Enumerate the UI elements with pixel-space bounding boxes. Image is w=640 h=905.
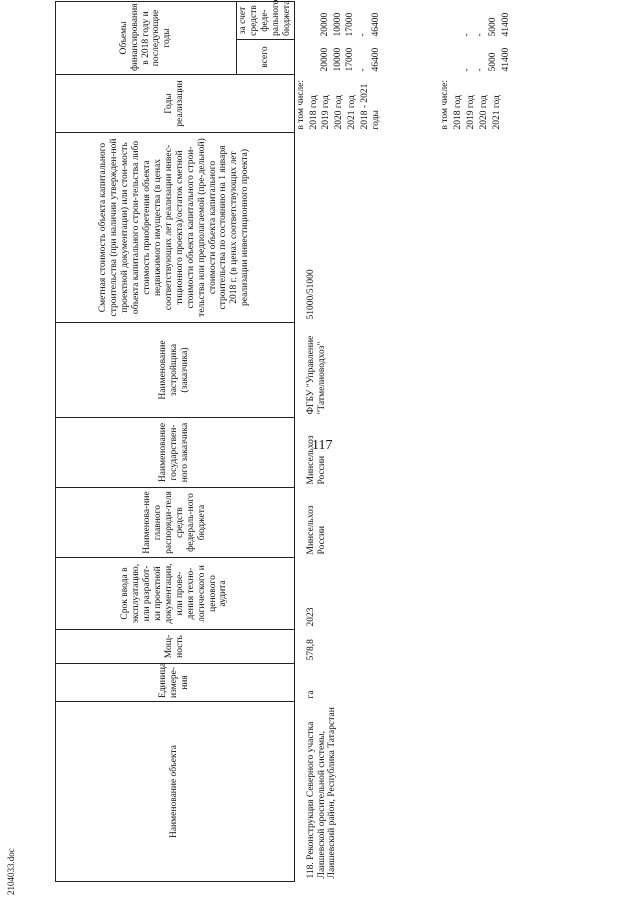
total-cell [294,40,515,75]
document-id: 2104033.doc [6,848,16,895]
group2-federal: - [475,33,486,37]
group2-federal: - [462,33,473,37]
row-number: 118. [305,862,316,879]
estimated-cost-cell [294,133,515,323]
header-total: всего [237,40,295,75]
header-row-1 [56,1,237,881]
rotated-table-wrapper [55,2,615,882]
header-state-customer: Наименование государствен-ного заказчика [56,418,295,488]
investment-table [55,1,515,882]
group2-federal: 41400 [500,12,511,37]
group1-federal: - [358,33,369,37]
header-estimated-cost: Сметная стоимость объекта капитального строительства (при наличии утвержден-ной проектной документации) или стои-мость объекта капитального строи-тельства либо стоимость приобретения объекта недвижимого имущества (в ценах соответствующих лет реализации инвес-тиционного проекта)/остаток сметной стоимости объекта капитального строи-тельства или предполагаемой (пре-дельной) стоимости объекта капитального строительства по состоянию на 1 января 2018 г. (в ценах соответствующих лет реализации инвестиционного проекта) [56,133,295,323]
group2-total: 41400 [500,47,511,72]
header-funding: Объемы финансирования в 2018 году и последующие годы [56,1,237,74]
group2-year: 2018 год [452,95,463,130]
group1-year: 2019 год [321,95,332,130]
group1-total: - [358,68,369,72]
main-manager-value: Минсельхоз России [305,505,327,555]
header-main-manager: Наименова-ние главного распоряди-теля средств федераль-ного бюджета [56,488,295,558]
header-object-name: Наименование объекта [56,702,295,882]
estimated-cost-value: 51000/51000 [305,269,316,320]
header-developer: Наименование застройщика (заказчика) [56,323,295,418]
group2-total: 5000 [488,52,499,72]
group1-year: 2021 год [347,95,358,130]
group1-year: 2020 год [334,95,345,130]
group1-total: 10000 [332,47,343,72]
capacity-value: 578,8 [305,639,316,661]
state-customer-value: Минсельхоз России [305,435,327,485]
group2-total: - [462,68,473,72]
capacity-cell [294,630,515,664]
federal-cell [294,1,515,39]
group1-label: в том числе: [295,79,306,130]
group2-year: 2021 год [491,95,502,130]
developer-cell [294,323,515,418]
group2-total: - [475,68,486,72]
group2-federal: 5000 [488,17,499,37]
commissioning-value: 2023 [305,607,316,627]
group2-year: 2019 год [465,95,476,130]
group1-federal: 10000 [332,12,343,37]
group1-federal: 17000 [345,12,356,37]
object-name: Реконструкция Северного участка Лаишевской оросительной системы, Лаишевский район, Республика Татарстан [305,707,338,879]
group2-label: в том числе: [440,79,451,130]
group2-year: 2020 год [478,95,489,130]
group1-total: 17000 [345,47,356,72]
header-commissioning: Срок ввода в эксплуатацию, или разработ-ки проектной документации, или прове-дения техно-логического и ценового аудита [56,558,295,630]
header-unit: Единица измере-ния [56,664,295,702]
unit-cell [294,664,515,702]
group1-sum-federal: 46400 [371,12,382,37]
developer-value: ФГБУ "Управление "Татмелиоводхоз" [305,335,327,415]
unit-value: га [305,690,316,699]
header-federal: за счет средств феде-рального бюджета [237,1,295,39]
group1-sum-label: 2018 - 2021 годы [360,83,382,130]
main-manager-cell [294,488,515,558]
commissioning-cell [294,558,515,630]
page-number: 117 [312,438,333,453]
group1-total: 20000 [319,47,330,72]
years-cell [294,75,515,133]
table-row [294,1,515,881]
group1-year: 2018 год [308,95,319,130]
header-capacity: Мощ-ность [56,630,295,664]
object-cell [294,702,515,882]
header-years: Годы реализации [56,75,295,133]
group1-sum-total: 46400 [371,47,382,72]
group1-federal: 20000 [319,12,330,37]
state-customer-cell [294,418,515,488]
